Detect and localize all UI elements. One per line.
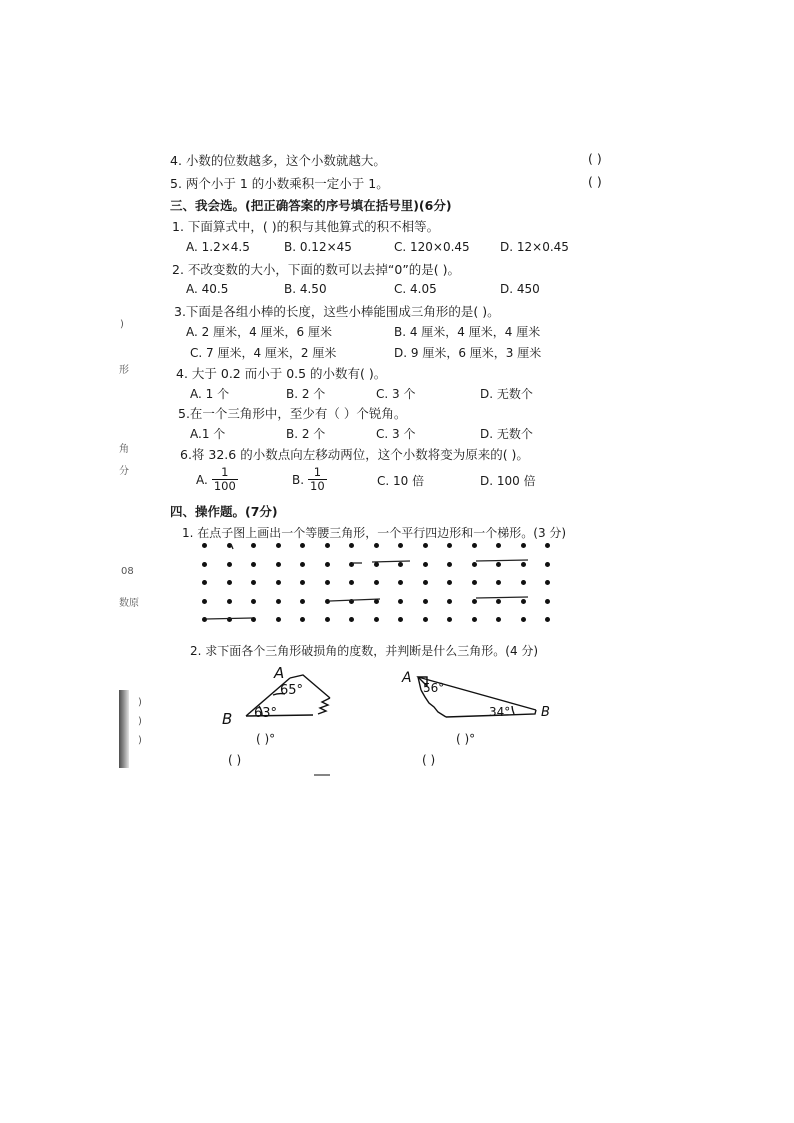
q4-option-c: C. 3 个: [376, 387, 416, 401]
triangle-1-broken-edge: [318, 698, 330, 714]
fraction-numerator: 1: [212, 466, 238, 480]
triangle-2-b-arc: [512, 706, 514, 714]
q5-option-a: A.1 个: [190, 427, 226, 441]
q4-option-a: A. 1 个: [190, 387, 230, 401]
q6-option-c-label: C.: [377, 474, 390, 488]
q2-option-b: B. 4.50: [284, 282, 327, 296]
fraction-denominator: 10: [310, 479, 325, 493]
scan-edge-shadow: [119, 690, 129, 768]
q5-stem: 5.在一个三角形中，至少有（ ）个锐角。: [178, 406, 407, 421]
q2-option-a: A. 40.5: [186, 282, 229, 296]
margin-fragment: ): [120, 319, 124, 330]
q1-option-d: D. 12×0.45: [500, 240, 569, 254]
judge-item-5: 5. 两个小于 1 的小数乘积一定小于 1。: [170, 176, 389, 191]
q6-option-d-label: D.: [480, 474, 494, 488]
judge-item-4: 4. 小数的位数越多，这个小数就越大。: [170, 153, 386, 168]
q5-option-c: C. 3 个: [376, 427, 416, 441]
q3-stem: 3.下面是各组小棒的长度，这些小棒能围成三角形的是( )。: [174, 304, 500, 319]
q1-option-c: C. 120×0.45: [394, 240, 470, 254]
q2-option-c: C. 4.05: [394, 282, 437, 296]
q6-option-c-text: 10 倍: [393, 474, 425, 488]
q1-option-a: A. 1.2×4.5: [186, 240, 250, 254]
q6-option-d-text: 100 倍: [496, 474, 536, 488]
section4-heading: 四、操作题。(7分): [170, 504, 278, 519]
margin-fragment: 角: [119, 444, 129, 455]
q5-option-d: D. 无数个: [480, 427, 533, 441]
section4-q1: 1. 在点子图上画出一个等腰三角形，一个平行四边形和一个梯形。(3 分): [182, 526, 567, 540]
triangle-1-label-b: B: [222, 710, 233, 728]
q3-option-c: C. 7 厘米，4 厘米，2 厘米: [190, 346, 337, 360]
q3-option-b: B. 4 厘米，4 厘米，4 厘米: [394, 325, 541, 339]
q4-option-b: B. 2 个: [286, 387, 326, 401]
q3-option-d: D. 9 厘米，6 厘米，3 厘米: [394, 346, 542, 360]
triangle-2-angle-blank[interactable]: ( )°: [456, 732, 476, 746]
fraction-denominator: 100: [213, 479, 236, 493]
q1-option-b: B. 0.12×45: [284, 240, 352, 254]
fraction-numerator: 1: [308, 466, 327, 480]
margin-fragment: 分: [119, 466, 129, 477]
triangle-1-angle-b: 63°: [254, 706, 278, 721]
triangle-2-angle-b: 34°: [489, 705, 511, 719]
triangle-1-label-a: A: [274, 664, 285, 682]
q6-stem: 6.将 32.6 的小数点向左移动两位，这个小数将变为原来的( )。: [180, 447, 529, 462]
triangle-1-angle-blank[interactable]: ( )°: [256, 732, 276, 746]
q4-option-d: D. 无数个: [480, 387, 533, 401]
margin-fragment: ): [138, 735, 142, 746]
margin-fragment: 08: [121, 566, 134, 577]
margin-fragment: ): [138, 697, 142, 708]
q3-option-a: A. 2 厘米，4 厘米，6 厘米: [186, 325, 332, 339]
triangle-2-type-blank[interactable]: ( ): [422, 753, 436, 767]
judge-bracket-5[interactable]: ( ): [588, 174, 602, 189]
triangle-2-label-a: A: [402, 670, 412, 686]
margin-fragment: ): [138, 716, 142, 727]
margin-fragment: 数原: [119, 598, 139, 609]
triangle-1-angle-a: 65°: [280, 683, 304, 698]
judge-bracket-4[interactable]: ( ): [588, 151, 602, 166]
triangle-2-angle-a: 56°: [423, 681, 445, 695]
q4-stem: 4. 大于 0.2 而小于 0.5 的小数有( )。: [176, 366, 387, 381]
triangle-2-label-b: B: [541, 705, 550, 720]
q6-option-b-label: B.: [292, 472, 305, 487]
q2-stem: 2. 不改变数的大小，下面的数可以去掉“0”的是( )。: [172, 262, 461, 277]
triangle-1-type-blank[interactable]: ( ): [228, 753, 242, 767]
section3-heading: 三、我会选。(把正确答案的序号填在括号里)(6分): [170, 198, 452, 213]
q2-option-d: D. 450: [500, 282, 540, 296]
q5-option-b: B. 2 个: [286, 427, 326, 441]
section4-q2: 2. 求下面各个三角形破损角的度数，并判断是什么三角形。(4 分): [190, 644, 539, 658]
margin-fragment: 形: [119, 365, 129, 376]
q1-stem: 1. 下面算式中，( )的积与其他算式的积不相等。: [172, 219, 440, 234]
q6-option-a-label: A.: [196, 472, 208, 487]
